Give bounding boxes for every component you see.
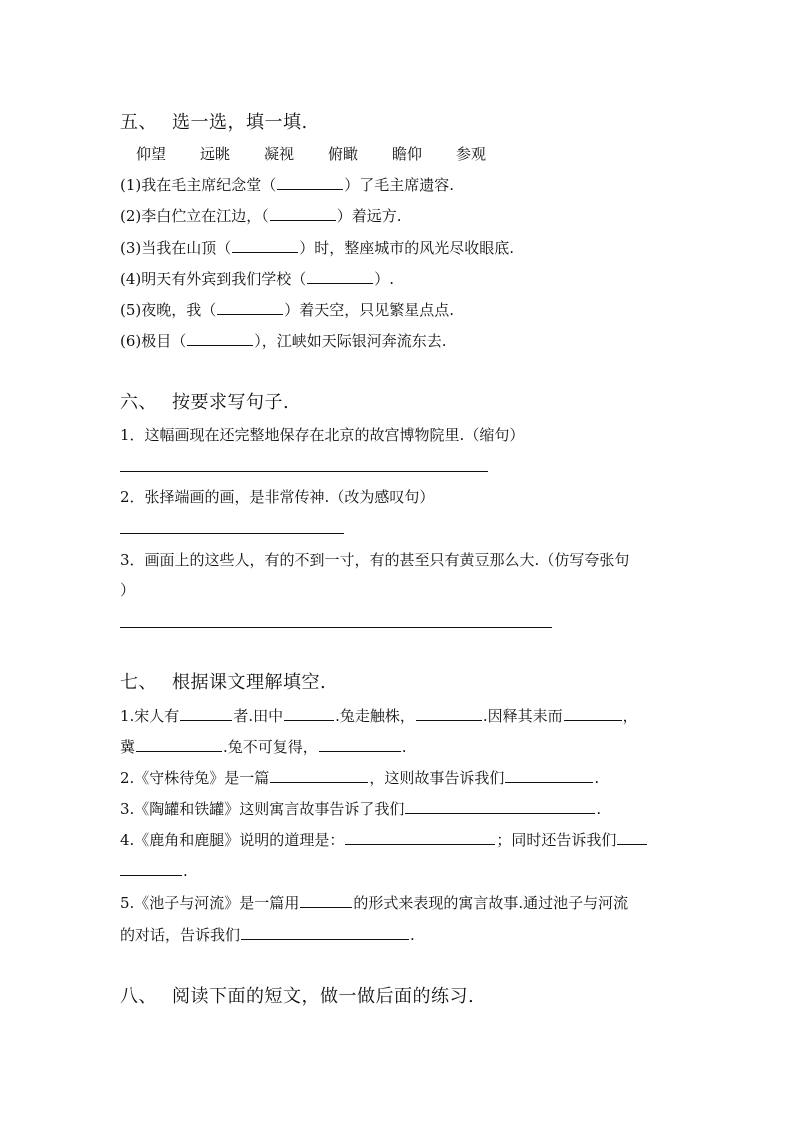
answer-line[interactable] — [120, 627, 552, 628]
answer-line[interactable] — [120, 533, 344, 534]
section-8-title: 阅读下面的短文，做一做后面的练习. — [172, 986, 475, 1007]
word-bank — [136, 143, 506, 164]
comprehension-q4 — [120, 830, 648, 850]
fill-item-text: ）. — [374, 270, 395, 288]
comprehension-q1-cont — [120, 737, 407, 757]
fill-item-text: ）时，整座城市的风光尽收眼底. — [299, 239, 515, 257]
q-text: 的形式来表现的寓言故事.通过池子与河流 — [353, 894, 629, 912]
answer-blank[interactable] — [180, 706, 232, 721]
fill-item-text: (3)当我在山顶（ — [120, 239, 232, 257]
sentence-task-2: 2．张择端画的画，是非常传神.（改为感叹句） — [120, 488, 435, 506]
fill-item-6 — [120, 331, 447, 351]
section-8-heading — [120, 982, 474, 1008]
comprehension-q2 — [120, 768, 599, 788]
section-6-heading — [120, 388, 289, 414]
word-bank-item: 俯瞰 — [328, 145, 359, 163]
q-text: 3.《陶罐和铁罐》这则寓言故事告诉了我们 — [120, 800, 405, 818]
answer-line[interactable] — [120, 471, 488, 472]
word-bank-item: 远眺 — [200, 145, 231, 163]
comprehension-q5-cont — [120, 925, 415, 945]
q-text: . — [594, 769, 600, 787]
section-7-title: 根据课文理解填空. — [172, 672, 327, 693]
answer-blank[interactable] — [617, 830, 647, 845]
fill-item-text: (2)李白伫立在江边，（ — [120, 207, 269, 225]
answer-blank[interactable] — [345, 830, 495, 845]
sentence-task-1: 1．这幅画现在还完整地保存在北京的故宫博物院里.（缩句） — [120, 426, 525, 444]
section-6-number: 六、 — [120, 392, 157, 413]
answer-blank[interactable] — [232, 238, 298, 253]
q-text: 5.《池子与河流》是一篇用 — [120, 894, 300, 912]
answer-blank[interactable] — [416, 706, 482, 721]
answer-blank[interactable] — [136, 737, 222, 752]
q-text: 者.田中 — [233, 707, 284, 725]
q-text: .兔不可复得， — [223, 738, 318, 756]
q-text: . — [410, 926, 415, 944]
answer-blank[interactable] — [187, 331, 253, 346]
word-bank-item: 瞻仰 — [392, 145, 423, 163]
fill-item-3 — [120, 238, 514, 258]
word-bank-item: 参观 — [456, 145, 487, 163]
q-text: 4.《鹿角和鹿腿》说明的道理是： — [120, 831, 345, 849]
q-text: 2.《守株待兔》是一篇 — [120, 769, 270, 787]
answer-blank[interactable] — [217, 300, 283, 315]
comprehension-q4-cont — [120, 861, 188, 881]
answer-blank[interactable] — [300, 893, 352, 908]
sentence-task-3: 3．画面上的这些人，有的不到一寸，有的甚至只有黄豆那么大.（仿写夸张句 — [120, 551, 630, 569]
fill-item-1 — [120, 175, 454, 195]
fill-item-text: ），江峡如天际银河奔流东去. — [254, 332, 447, 350]
fill-item-2 — [120, 206, 402, 226]
fill-item-5 — [120, 300, 454, 320]
section-8-number: 八、 — [120, 986, 157, 1007]
answer-blank[interactable] — [405, 799, 595, 814]
q-text: ， — [622, 707, 638, 725]
sentence-task-3-cont: ） — [120, 581, 136, 599]
answer-blank[interactable] — [241, 925, 409, 940]
fill-item-text: (4)明天有外宾到我们学校（ — [120, 270, 307, 288]
answer-blank[interactable] — [277, 175, 343, 190]
answer-blank[interactable] — [270, 768, 368, 783]
q-text: 1.宋人有 — [120, 707, 180, 725]
section-6-title: 按要求写句子. — [172, 392, 290, 413]
comprehension-q3 — [120, 799, 601, 819]
fill-item-text: ）了毛主席遗容. — [344, 176, 455, 194]
comprehension-q5 — [120, 893, 628, 913]
section-5-number: 五、 — [120, 112, 157, 133]
answer-blank[interactable] — [270, 206, 336, 221]
q-text: . — [401, 738, 407, 756]
q-text: . — [596, 800, 602, 818]
q-text: .因释其耒而 — [482, 707, 563, 725]
section-5-title: 选一选，填一填. — [172, 112, 308, 133]
fill-item-text: (1)我在毛主席纪念堂（ — [120, 176, 277, 194]
answer-blank[interactable] — [307, 269, 373, 284]
answer-blank[interactable] — [505, 768, 593, 783]
section-7-number: 七、 — [120, 672, 157, 693]
fill-item-text: ）着天空，只见繁星点点. — [284, 301, 455, 319]
answer-blank[interactable] — [120, 861, 182, 876]
word-bank-item: 仰望 — [136, 145, 167, 163]
answer-blank[interactable] — [284, 706, 334, 721]
comprehension-q1 — [120, 706, 638, 726]
word-bank-item: 凝视 — [264, 145, 295, 163]
answer-blank[interactable] — [564, 706, 622, 721]
q-text: . — [183, 862, 188, 880]
section-5-heading — [120, 108, 308, 134]
fill-item-text: ）着远方. — [336, 207, 402, 225]
q-text: ，这则故事告诉我们 — [369, 769, 505, 787]
q-text: ；同时还告诉我们 — [496, 831, 617, 849]
answer-blank[interactable] — [319, 737, 401, 752]
q-text: 的对话，告诉我们 — [120, 926, 241, 944]
q-text: .兔走触株， — [335, 707, 415, 725]
q-text: 冀 — [120, 738, 136, 756]
fill-item-4 — [120, 269, 394, 289]
section-7-heading — [120, 668, 326, 694]
fill-item-text: (5)夜晚，我（ — [120, 301, 217, 319]
fill-item-text: (6)极目（ — [120, 332, 187, 350]
